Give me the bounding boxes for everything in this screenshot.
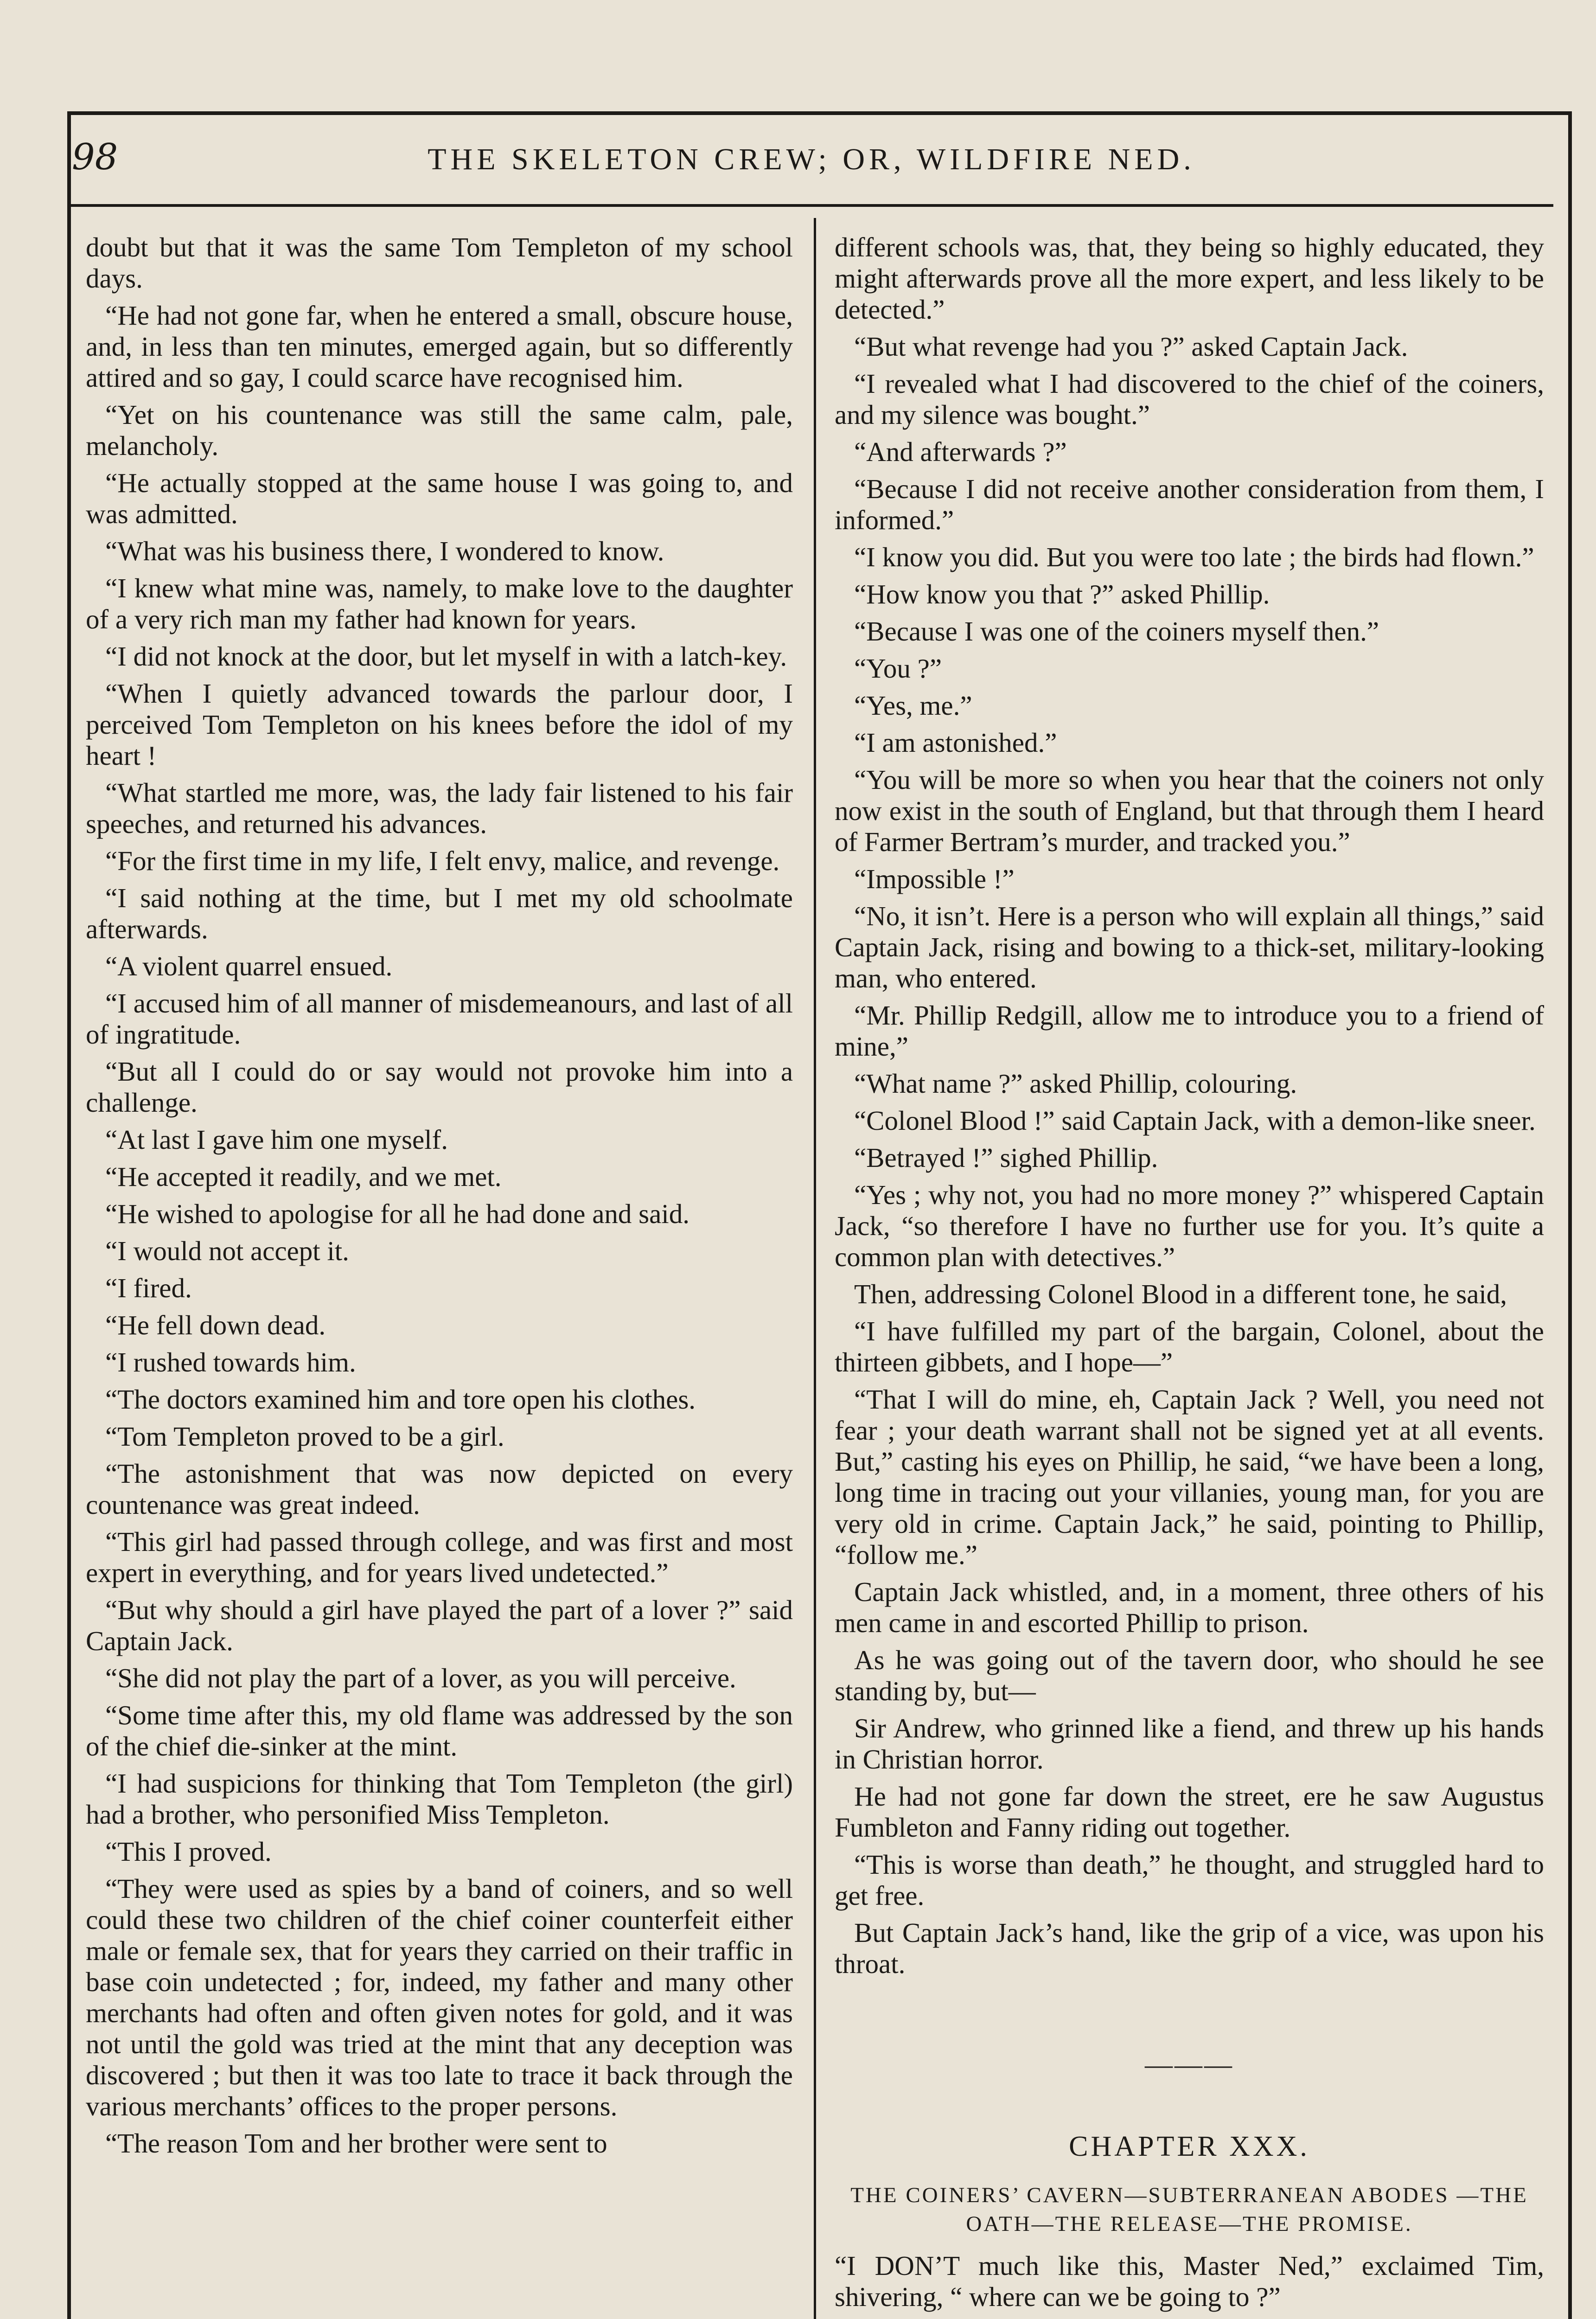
paragraph: “The astonishment that was now depicted on every countenance was great indeed. bbox=[86, 1458, 793, 1520]
paragraph: “No, it isn’t. Here is a person who will explain all things,” said Captain Jack, rising and bowing to a thick-set, military-looking man, who entered. bbox=[835, 901, 1544, 993]
paragraph: “What name ?” asked Phillip, colouring. bbox=[854, 1068, 1297, 1099]
paragraph: “I have fulfilled my part of the bargain, Colonel, about the thirteen gibbets, and I hope—” bbox=[835, 1316, 1544, 1377]
page-header bbox=[70, 130, 1553, 213]
paragraph: “I revealed what I had discovered to the chief of the coiners, and my silence was bought.” bbox=[835, 368, 1544, 430]
paragraph: “A violent quarrel ensued. bbox=[105, 951, 393, 981]
paragraph: “He had not gone far, when he entered a small, obscure house, and, in less than ten minutes, emerged again, but so differently attired and so gay, I could scarce have recognised him. bbox=[86, 300, 793, 393]
paragraph: “This girl had passed through college, and was first and most expert in everything, and for years lived undetected.” bbox=[86, 1526, 793, 1588]
chapter-heading: CHAPTER XXX. bbox=[1069, 2131, 1310, 2162]
paragraph: “He actually stopped at the same house I was going to, and was admitted. bbox=[86, 468, 793, 529]
paragraph: “This is worse than death,” he thought, and struggled hard to get free. bbox=[835, 1849, 1544, 1911]
paragraph: “Yes, me.” bbox=[854, 690, 972, 721]
chapter-opening-paragraph: “I DON’T much like this, Master Ned,” exclaimed Tim, shivering, “ where can we be going to ?” bbox=[835, 2250, 1544, 2312]
section-break: ——— bbox=[1145, 2049, 1234, 2080]
paragraph: “I had suspicions for thinking that Tom Templeton (the girl) had a brother, who personified Miss Templeton. bbox=[86, 1768, 793, 1830]
paragraph: “What was his business there, I wondered to know. bbox=[105, 536, 664, 566]
column-divider bbox=[814, 218, 816, 2319]
paragraph: “Mr. Phillip Redgill, allow me to introduce you to a friend of mine,” bbox=[835, 1000, 1544, 1062]
paragraph: “You ?” bbox=[854, 653, 942, 684]
paragraph: “The reason Tom and her brother were sent to bbox=[105, 2128, 607, 2159]
paragraph: “I knew what mine was, namely, to make love to the daughter of a very rich man my father had known for years. bbox=[86, 573, 793, 634]
chapter-synopsis: THE COINERS’ CAVERN—SUBTERRANEAN ABODES —THE OATH—THE RELEASE—THE PROMISE. bbox=[850, 2183, 1528, 2236]
paragraph: “I fired. bbox=[105, 1273, 192, 1303]
paragraph: “They were used as spies by a band of coiners, and so well could these two children of the chief coiner counterfeit either male or female sex, that for years they carried on their traffic in base coin undetected ; for, indeed, my father and many other merchants had often and often given notes for gold, and it was not until the gold was tried at the mint that any deception was discovered ; but then it was too late to trace it back through the various merchants’ offices to the proper persons. bbox=[86, 1873, 793, 2121]
paragraph: “At last I gave him one myself. bbox=[105, 1124, 448, 1155]
paragraph: “Impossible !” bbox=[854, 864, 1015, 894]
paragraph: Then, addressing Colonel Blood in a different tone, he said, bbox=[854, 1279, 1507, 1309]
paragraph: “That I will do mine, eh, Captain Jack ? Well, you need not fear ; your death warrant shall not be signed yet at all events. But,” casting his eyes on Phillip, he said, “we have been a long, long time in tracing out your villanies, young man, for you are very old in crime. Captain Jack,” he said, pointing to Phillip, “follow me.” bbox=[835, 1384, 1544, 1570]
paragraph: “The doctors examined him and tore open his clothes. bbox=[105, 1384, 696, 1415]
left-column bbox=[86, 232, 793, 2165]
paragraph: As he was going out of the tavern door, who should he see standing by, but— bbox=[835, 1645, 1544, 1706]
paragraph: Sir Andrew, who grinned like a fiend, and threw up his hands in Christian horror. bbox=[835, 1713, 1544, 1774]
paragraph: doubt but that it was the same Tom Templeton of my school days. bbox=[86, 232, 793, 294]
paragraph: “When I quietly advanced towards the parlour door, I perceived Tom Templeton on his knees before the idol of my heart ! bbox=[86, 678, 793, 771]
paragraph: “What startled me more, was, the lady fair listened to his fair speeches, and returned his advances. bbox=[86, 777, 793, 839]
paragraph: “But what revenge had you ?” asked Captain Jack. bbox=[854, 331, 1408, 362]
header-rule bbox=[70, 204, 1553, 207]
paragraph: “And afterwards ?” bbox=[854, 436, 1067, 467]
paragraph: “Tom Templeton proved to be a girl. bbox=[105, 1421, 504, 1452]
paragraph: “Because I was one of the coiners myself then.” bbox=[854, 616, 1379, 647]
paragraph: But Captain Jack’s hand, like the grip of a vice, was upon his throat. bbox=[835, 1917, 1544, 1979]
paragraph: “I would not accept it. bbox=[105, 1236, 349, 1266]
paragraph: “I accused him of all manner of misdemeanours, and last of all of ingratitude. bbox=[86, 988, 793, 1050]
page-number: 98 bbox=[72, 136, 118, 178]
paragraph: “He wished to apologise for all he had done and said. bbox=[105, 1198, 689, 1229]
paragraph: “Colonel Blood !” said Captain Jack, with a demon-like sneer. bbox=[854, 1105, 1536, 1136]
paragraph: “I am astonished.” bbox=[854, 727, 1057, 758]
paragraph: “I said nothing at the time, but I met my old schoolmate afterwards. bbox=[86, 883, 793, 944]
paragraph: “Yet on his countenance was still the same calm, pale, melancholy. bbox=[86, 399, 793, 461]
paragraph: “I did not knock at the door, but let myself in with a latch-key. bbox=[105, 641, 787, 672]
right-column bbox=[835, 232, 1544, 2319]
paragraph: “He fell down dead. bbox=[105, 1310, 326, 1340]
paragraph: “Yes ; why not, you had no more money ?” whispered Captain Jack, “so therefore I have no further use for you. It’s quite a common plan with detectives.” bbox=[835, 1179, 1544, 1272]
paragraph: “I rushed towards him. bbox=[105, 1347, 356, 1377]
paragraph: “She did not play the part of a lover, as you will perceive. bbox=[105, 1663, 736, 1693]
paragraph: “I know you did. But you were too late ; the birds had flown.” bbox=[854, 542, 1534, 572]
paragraph: “Because I did not receive another consideration from them, I informed.” bbox=[835, 474, 1544, 535]
paragraph: “But all I could do or say would not provoke him into a challenge. bbox=[86, 1056, 793, 1118]
paragraph: “But why should a girl have played the part of a lover ?” said Captain Jack. bbox=[86, 1595, 793, 1656]
running-title: THE SKELETON CREW; OR, WILDFIRE NED. bbox=[428, 142, 1195, 176]
paragraph: He had not gone far down the street, ere he saw Augustus Fumbleton and Fanny riding out together. bbox=[835, 1781, 1544, 1843]
paragraph: “For the first time in my life, I felt envy, malice, and revenge. bbox=[105, 846, 780, 876]
paragraph: “Some time after this, my old flame was addressed by the son of the chief die-sinker at the mint. bbox=[86, 1700, 793, 1762]
paragraph: “Betrayed !” sighed Phillip. bbox=[854, 1142, 1158, 1173]
paragraph: “He accepted it readily, and we met. bbox=[105, 1161, 502, 1192]
paragraph: Captain Jack whistled, and, in a moment, three others of his men came in and escorted Phillip to prison. bbox=[835, 1576, 1544, 1638]
paragraph: different schools was, that, they being so highly educated, they might afterwards prove all the more expert, and less likely to be detected.” bbox=[835, 232, 1544, 325]
paragraph: “You will be more so when you hear that the coiners not only now exist in the south of England, but that through them I heard of Farmer Bertram’s murder, and tracked you.” bbox=[835, 764, 1544, 857]
paragraph: “How know you that ?” asked Phillip. bbox=[854, 579, 1270, 609]
paragraph: “This I proved. bbox=[105, 1836, 272, 1867]
